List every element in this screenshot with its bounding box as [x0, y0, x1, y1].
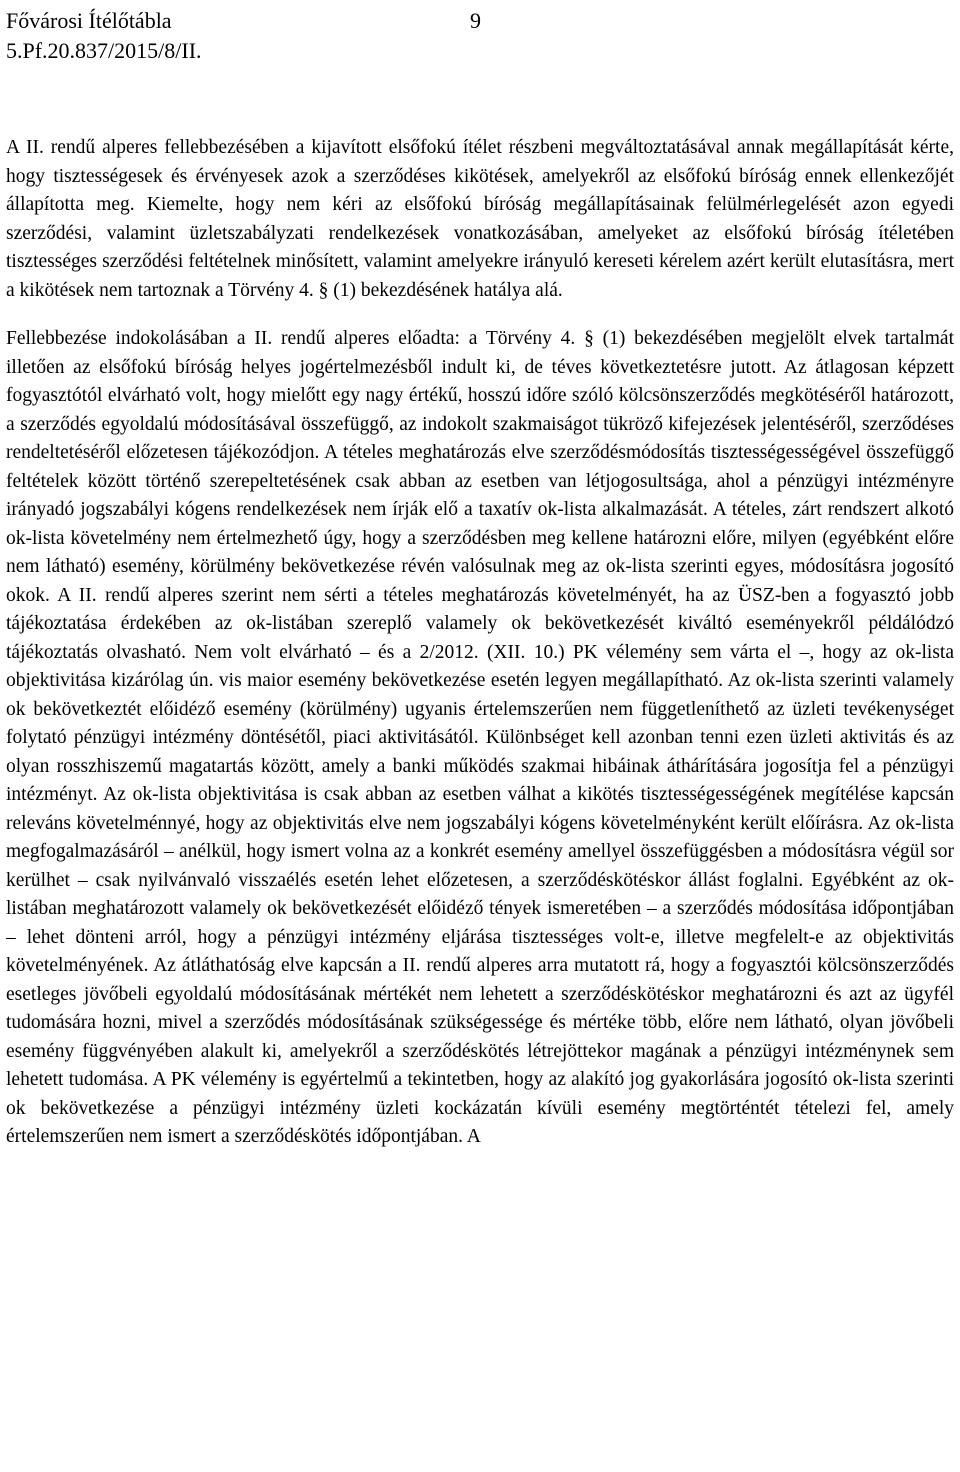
paragraph-appeal-request: A II. rendű alperes fellebbezésében a kijavított elsőfokú ítélet részbeni megváltoztatásával annak megállapítását kérte, hogy tisztességesek és érvényesek azok a szerződéses kikötések, amelyekről az elsőfokú bíróság ennek ellenkezőjét állapította meg. Kiemelte, hogy nem kéri az elsőfokú bíróság megállapításainak felülmérlegelését azon egyedi szerződési, valamint üzletszabályzati rendelkezések vonatkozásában, amelyeket az elsőfokú bíróság ítéletében tisztességes szerződési feltételnek minősített, valamint amelyekre irányuló kereseti kérelem azért került elutasításra, mert a kikötések nem tartoznak a Törvény 4. § (1) bekezdésének hatálya alá. [6, 137, 954, 301]
case-number: 5.Pf.20.837/2015/8/II. [6, 38, 202, 63]
paragraph-appeal-reasoning: Fellebbezése indokolásában a II. rendű alperes előadta: a Törvény 4. § (1) bekezdésében megjelölt elvek tartalmát illetően az elsőfokú bíróság helyes jogértelmezésből indult ki, de téves következtetésre jutott. Az átlagosan képzett fogyasztótól elvárható volt, hogy mielőtt egy nagy értékű, hosszú időre szóló kölcsönszerződés megkötéséről határozott, a szerződés egyoldalú módosításával összefüggő, az indokolt szakmaiságot tükröző kifejezések jelentéséről, szerződéses rendeltetéséről előzetesen tájékozódjon. A tételes meghatározás elve szerződésmódosítás tisztességességével összefüggő feltételek között történő szerepeltetésének csak abban az esetben van létjogosultsága, ahol a pénzügyi intézményre irányadó jogszabályi kógens rendelkezések nem írják elő a taxatív ok-lista alkalmazását. A tételes, zárt rendszert alkotó ok-lista követelmény nem értelmezhető úgy, hogy a szerződésben meg kellene határozni előre, milyen (egyébként előre nem látható) esemény, körülmény bekövetkezése révén valósulnak meg az ok-lista szerinti egyes, módosításra jogosító okok. A II. rendű alperes szerint nem sérti a tételes meghatározás követelményét, ha az ÜSZ-ben a fogyasztó jobb tájékoztatása érdekében az ok-listában szereplő valamely ok bekövetkezését kiváltó eseményekről példálódzó tájékoztatás olvasható. Nem volt elvárható – és a 2/2012. (XII. 10.) PK vélemény sem várta el –, hogy az ok-lista objektivitása kizárólag ún. vis maior esemény bekövetkezése esetén legyen megállapítható. Az ok-lista szerinti valamely ok bekövetkeztét előidéző esemény (körülmény) ugyanis értelemszerűen nem függetleníthető az üzleti tevékenységet folytató pénzügyi intézmény döntésétől, piaci aktivitásától. Különbséget kell azonban tenni ezen üzleti aktivitás és az olyan rosszhiszemű magatartás között, amely a banki működés szakmai hibáinak áthárítására jogosítja fel a pénzügyi intézményt. Az ok-lista objektivitása is csak abban az esetben válhat a kikötés tisztességességének megítélése kapcsán releváns követelménnyé, hogy az objektivitás elve nem jogszabályi kógens követelményként került előírásra. Az ok-lista megfogalmazásáról – anélkül, hogy ismert volna az a konkrét esemény amellyel összefüggésben a módosításra végül sor kerülhet – csak nyilvánvaló visszaélés esetén lehet előzetesen, a szerződéskötéskor állást foglalni. Egyébként az ok-listában meghatározott valamely ok bekövetkezését előidéző tények ismeretében – a szerződés módosítása időpontjában – lehet dönteni arról, hogy a pénzügyi intézmény eljárása tisztességes volt-e, illetve megfelelt-e az objektivitás követelményének. Az átláthatóság elve kapcsán a II. rendű alperes arra mutatott rá, hogy a fogyasztói kölcsönszerződés esetleges jövőbeli egyoldalú módosításának mértékét nem lehetett a szerződéskötéskor meghatározni és azt az ügyfél tudomására hozni, mivel a szerződés módosításának szükségessége és mértéke több, előre nem látható, olyan jövőbeli esemény függvényében alakult ki, amelyekről a szerződéskötés létrejöttekor magának a pénzügyi intézménynek sem lehetett tudomása. A PK vélemény is egyértelmű a tekintetben, hogy az alakító jog gyakorlására jogosító ok-lista szerinti ok bekövetkezése a pénzügyi intézmény üzleti kockázatán kívüli esemény megtörténtét tételezi fel, amely értelemszerűen nem ismert a szerződéskötés időpontjában. A [6, 328, 954, 1147]
page-number: 9 [470, 8, 481, 33]
court-name: Fővárosi Ítélőtábla [6, 8, 172, 33]
document-header [6, 6, 202, 66]
document-body [6, 134, 954, 1152]
